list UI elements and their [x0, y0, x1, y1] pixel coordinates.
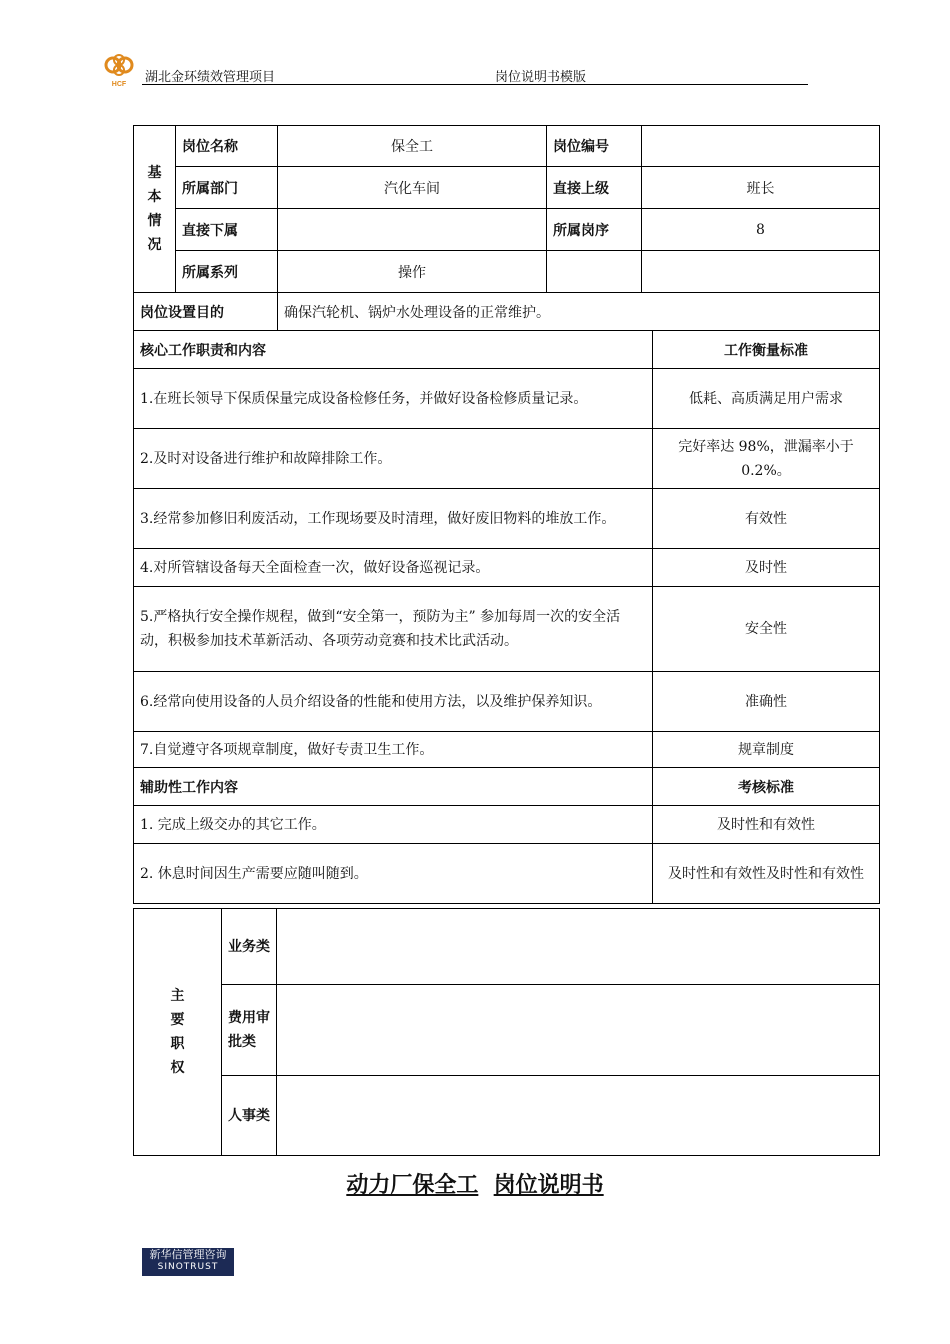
core-item-row	[134, 489, 880, 549]
authority-row-label: 人事类	[222, 1076, 277, 1156]
aux-std-header: 考核标准	[653, 768, 880, 806]
field-value	[642, 251, 880, 293]
field-label: 所属岗序	[547, 209, 642, 251]
field-label: 直接上级	[547, 167, 642, 209]
field-value	[642, 126, 880, 167]
project-name: 湖北金环绩效管理项目	[145, 70, 276, 85]
document-title	[0, 1168, 950, 1199]
core-item-row	[134, 732, 880, 768]
core-item-text: 3.经常参加修旧利废活动，工作现场要及时清理，做好废旧物料的堆放工作。	[134, 489, 653, 549]
job-description-table	[133, 125, 880, 904]
aux-header: 辅助性工作内容	[134, 768, 653, 806]
aux-header-row	[134, 768, 880, 806]
aux-item-std: 及时性和有效性	[653, 806, 880, 844]
purpose-row	[134, 293, 880, 331]
purpose-text: 确保汽轮机、锅炉水处理设备的正常维护。	[278, 293, 880, 331]
core-header: 核心工作职责和内容	[134, 331, 653, 369]
authority-row	[134, 1076, 880, 1156]
brand-cn: 新华信管理咨询	[149, 1248, 227, 1261]
brand-en: SINOTRUST	[157, 1262, 219, 1272]
field-label	[547, 251, 642, 293]
field-label: 所属部门	[176, 167, 278, 209]
field-value: 保全工	[278, 126, 547, 167]
core-item-text: 5.严格执行安全操作规程，做到“安全第一，预防为主” 参加每周一次的安全活动，积极参加技术革新活动、各项劳动竞赛和技术比武活动。	[134, 587, 653, 672]
field-label: 岗位编号	[547, 126, 642, 167]
core-item-std: 规章制度	[653, 732, 880, 768]
authority-row	[134, 985, 880, 1076]
basic-section-label: 基 本 情 况	[134, 126, 176, 293]
field-value: 8	[642, 209, 880, 251]
core-item-row	[134, 429, 880, 489]
basic-row	[134, 126, 880, 167]
field-value: 班长	[642, 167, 880, 209]
core-item-text: 4.对所管辖设备每天全面检查一次，做好设备巡视记录。	[134, 549, 653, 587]
authority-row-value	[277, 909, 880, 985]
authority-row	[134, 909, 880, 985]
aux-item-text: 1. 完成上级交办的其它工作。	[134, 806, 653, 844]
aux-item-row	[134, 806, 880, 844]
core-item-text: 6.经常向使用设备的人员介绍设备的性能和使用方法，以及维护保养知识。	[134, 672, 653, 732]
core-item-std: 完好率达 98%，泄漏率小于 0.2%。	[653, 429, 880, 489]
page-header	[100, 54, 808, 88]
authority-row-value	[277, 985, 880, 1076]
field-value: 汽化车间	[278, 167, 547, 209]
title-part-1: 动力厂保全工	[346, 1173, 479, 1198]
purpose-label: 岗位设置目的	[134, 293, 278, 331]
field-label: 直接下属	[176, 209, 278, 251]
authority-section-label: 主 要 职 权	[134, 909, 222, 1156]
core-item-row	[134, 587, 880, 672]
core-item-text: 7.自觉遵守各项规章制度，做好专责卫生工作。	[134, 732, 653, 768]
core-item-text: 1.在班长领导下保质保量完成设备检修任务，并做好设备检修质量记录。	[134, 369, 653, 429]
field-value	[278, 209, 547, 251]
basic-row	[134, 167, 880, 209]
basic-row	[134, 251, 880, 293]
core-item-std: 准确性	[653, 672, 880, 732]
authority-row-label: 业务类	[222, 909, 277, 985]
title-part-2: 岗位说明书	[493, 1173, 604, 1198]
authority-table	[133, 908, 880, 1156]
hcf-logo-icon	[100, 54, 138, 88]
aux-item-row	[134, 844, 880, 904]
core-item-std: 有效性	[653, 489, 880, 549]
authority-row-label: 费用审批类	[222, 985, 277, 1076]
aux-item-std: 及时性和有效性及时性和有效性	[653, 844, 880, 904]
template-name: 岗位说明书模版	[495, 70, 587, 85]
field-label: 岗位名称	[176, 126, 278, 167]
core-item-std: 安全性	[653, 587, 880, 672]
core-std-header: 工作衡量标准	[653, 331, 880, 369]
core-item-row	[134, 549, 880, 587]
core-item-row	[134, 672, 880, 732]
field-label: 所属系列	[176, 251, 278, 293]
logo-text: HCF	[111, 81, 127, 88]
core-item-std: 及时性	[653, 549, 880, 587]
core-item-text: 2.及时对设备进行维护和故障排除工作。	[134, 429, 653, 489]
authority-row-value	[277, 1076, 880, 1156]
header-divider	[142, 84, 808, 85]
sinotrust-logo	[142, 1248, 234, 1276]
basic-row	[134, 209, 880, 251]
aux-item-text: 2. 休息时间因生产需要应随叫随到。	[134, 844, 653, 904]
core-item-row	[134, 369, 880, 429]
field-value: 操作	[278, 251, 547, 293]
core-item-std: 低耗、高质满足用户需求	[653, 369, 880, 429]
core-header-row	[134, 331, 880, 369]
